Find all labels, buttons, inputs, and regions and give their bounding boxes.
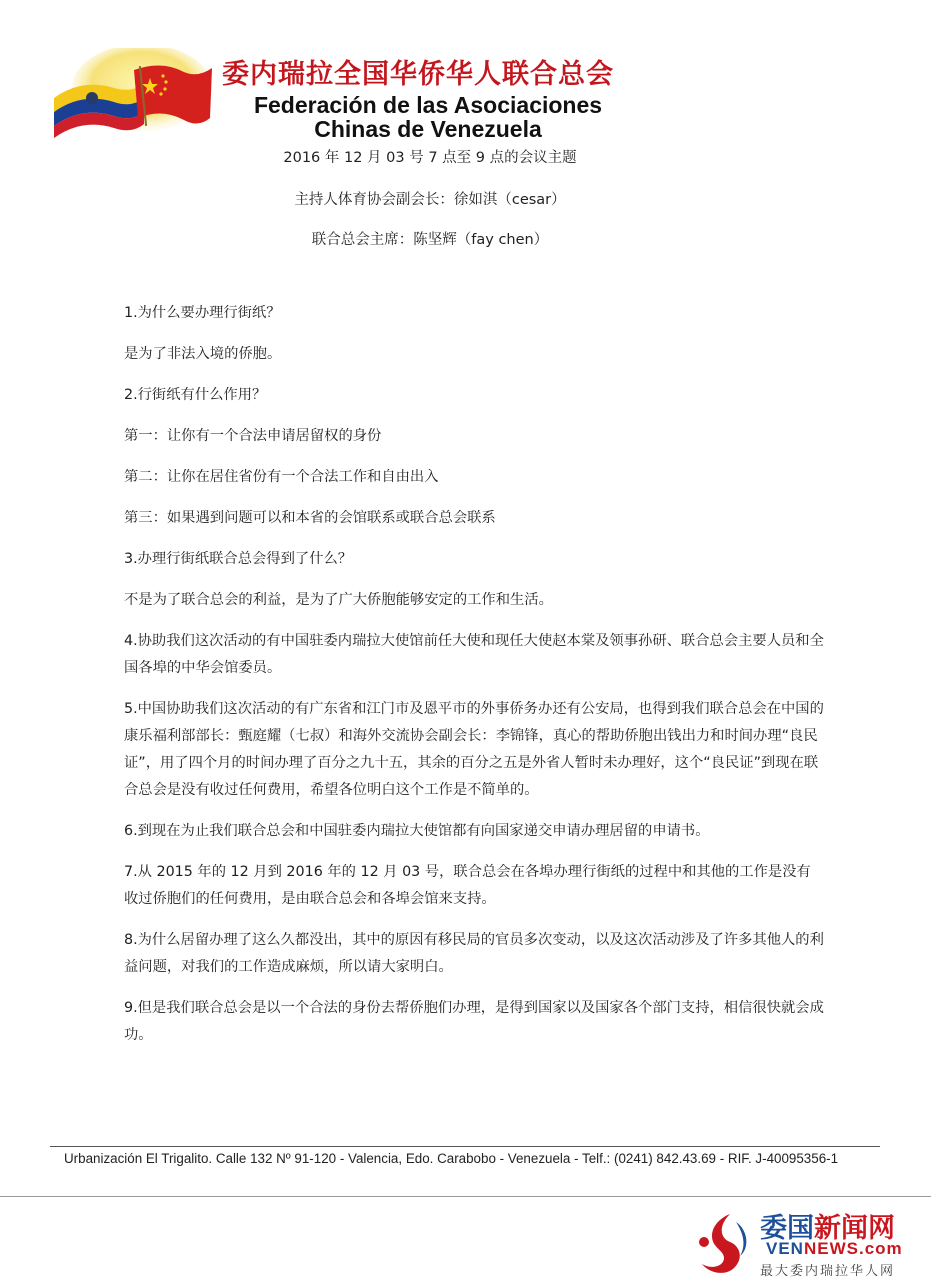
paragraph-9: 9.但是我们联合总会是以一个合法的身份去帮侨胞们办理，是得到国家以及国家各个部门支持，相信很快就会成功。 <box>124 1000 824 1043</box>
vennews-domain-part1: VEN <box>766 1239 804 1258</box>
answer-1: 是为了非法入境的侨胞。 <box>124 346 282 362</box>
footer-address: Urbanización El Trigalito. Calle 132 Nº 91-120 - Valencia, Edo. Carabobo - Venezuela - Telf.: (0241) 842.43.69 - RIF. J-40095356-1 <box>64 1151 839 1166</box>
vennews-domain <box>766 1239 903 1259</box>
paragraph-5: 5.中国协助我们这次活动的有广东省和江门市及恩平市的外事侨务办还有公安局，也得到我们联合总会在中国的康乐福利部部长：甄庭耀（七叔）和海外交流协会副会长：李锦锋，真心的帮助侨胞出钱出力和时间办理“良民证”，用了四个月的时间办理了百分之九十五，其余的百分之五是外省人暂时未办理好，这个“良民证”到现在联合总会是没有收过任何费用，希望各位明白这个工作是不简单的。 <box>124 701 824 798</box>
meeting-topic: 2016 年 12 月 03 号 7 点至 9 点的会议主题 <box>283 150 577 166</box>
page-edge-divider <box>0 1196 931 1197</box>
organization-title-spanish-line1: Federación de las Asociaciones <box>253 92 603 118</box>
vennews-watermark <box>688 1206 931 1280</box>
question-2: 2.行街纸有什么作用？ <box>124 387 267 403</box>
paragraph-8: 8.为什么居留办理了这么久都没出，其中的原因有移民局的官员多次变动，以及这次活动涉及了许多其他人的利益问题，对我们的工作造成麻烦，所以请大家明白。 <box>124 932 824 975</box>
vennews-tagline: 最大委内瑞拉华人网 <box>760 1264 896 1279</box>
venezuela-china-flags-icon <box>52 48 214 138</box>
meeting-host: 主持人体育协会副会长：徐如淇（cesar） <box>294 192 566 208</box>
answer-2-point-1: 第一：让你有一个合法申请居留权的身份 <box>124 428 382 444</box>
vennews-name-part2: 新闻网 <box>814 1213 895 1244</box>
document-body <box>124 300 824 1049</box>
paragraph-7: 7.从 2015 年的 12 月到 2016 年的 12 月 03 号，联合总会在各埠办理行街纸的过程中和其他的工作是没有收过侨胞们的任何费用，是由联合总会和各埠会馆来支持。 <box>124 864 811 907</box>
footer-divider <box>50 1146 880 1147</box>
answer-3: 不是为了联合总会的利益，是为了广大侨胞能够安定的工作和生活。 <box>124 592 553 608</box>
organization-title-spanish-line2: Chinas de Venezuela <box>314 116 542 142</box>
organization-title-chinese: 委内瑞拉全国华侨华人联合总会 <box>222 59 614 90</box>
paragraph-4: 4.协助我们这次活动的有中国驻委内瑞拉大使馆前任大使和现任大使赵本棠及领事孙研、联合总会主要人员和全国各埠的中华会馆委员。 <box>124 633 824 676</box>
vennews-name-part1: 委国 <box>760 1213 814 1244</box>
answer-2-point-3: 第三：如果遇到问题可以和本省的会馆联系或联合总会联系 <box>124 510 496 526</box>
question-3: 3.办理行街纸联合总会得到了什么？ <box>124 551 353 567</box>
federation-chairman: 联合总会主席：陈坚辉（fay chen） <box>311 232 549 248</box>
paragraph-6: 6.到现在为止我们联合总会和中国驻委内瑞拉大使馆都有向国家递交申请办理居留的申请书。 <box>124 823 710 839</box>
question-1: 1.为什么要办理行街纸？ <box>124 305 281 321</box>
answer-2-point-2: 第二：让你在居住省份有一个合法工作和自由出入 <box>124 469 439 485</box>
vennews-domain-part2: NEWS.com <box>803 1239 903 1258</box>
vennews-logo-icon <box>690 1208 754 1278</box>
